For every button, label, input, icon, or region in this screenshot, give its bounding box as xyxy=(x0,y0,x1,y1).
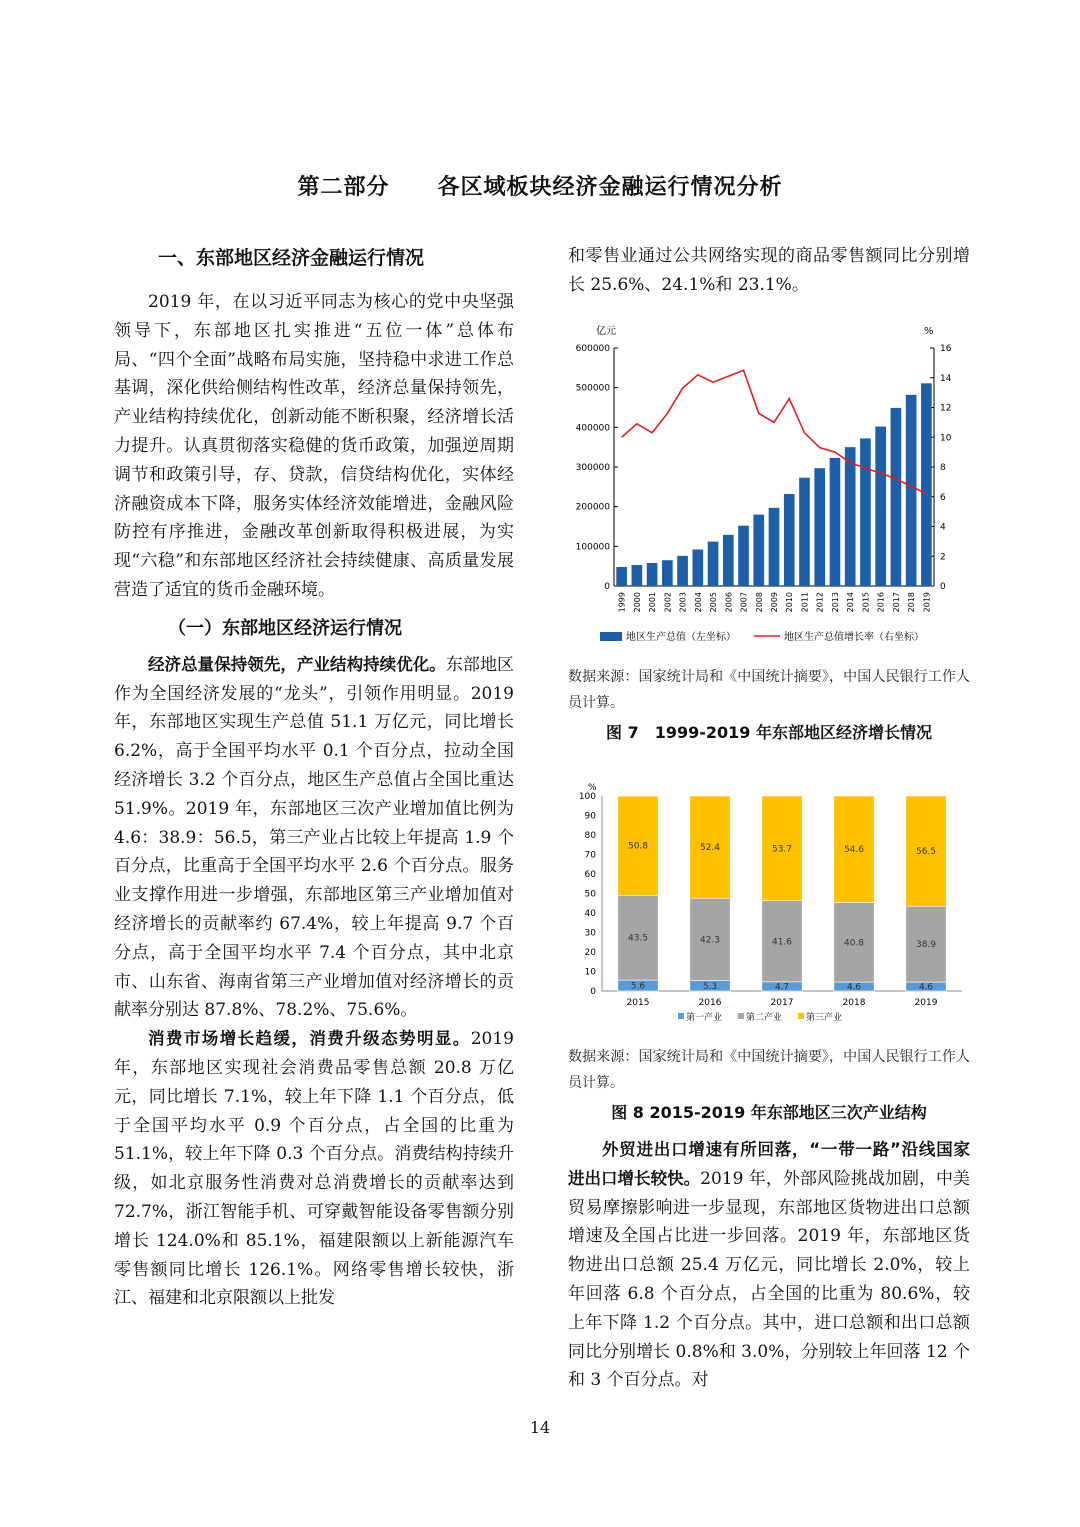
y-tick-label: 70 xyxy=(584,850,596,861)
x-tick-label: 2015 xyxy=(861,592,871,613)
gdp-bar xyxy=(906,395,917,586)
gdp-bar xyxy=(830,458,841,586)
gdp-bar xyxy=(891,408,902,586)
segment-label: 4.6 xyxy=(918,982,934,993)
x-tick-label: 2011 xyxy=(800,592,810,613)
right-tick-label: 12 xyxy=(940,403,952,414)
y-unit: % xyxy=(588,783,597,793)
paragraph-economy xyxy=(114,651,514,1025)
figure7-caption: 图 7 1999-2019 年东部地区经济增长情况 xyxy=(606,723,932,742)
paragraph-economy-text: 东部地区作为全国经济发展的“龙头”，引领作用明显。2019 年，东部地区实现生产总值 51.1 万亿元，同比增长 6.2%，高于全国平均水平 0.1 个百分点，拉动全国经济增长 3.2 个百分点，地区生产总值占全国比重达 51.9%。2019 年，东部地区三次产业增加值比例为 4.6：38.9：56.5，第三产业占比较上年提高 1.9 个百分点，比重高于全国平均水平 2.6 个百分点。服务业支撑作用进一步增强，东部地区第三产业增加值对经济增长的贡献率约 67.4%，较上年提高 9.7 个百分点，高于全国平均水平 7.4 个百分点，其中北京市、山东省、海南省第三产业增加值对经济增长的贡献率分别达 87.8%、78.2%、75.6%。 xyxy=(114,654,515,1021)
left-unit: 亿元 xyxy=(596,326,616,337)
x-tick-label: 2013 xyxy=(830,592,840,613)
gdp-bar xyxy=(769,508,780,586)
y-tick-label: 100 xyxy=(578,792,596,802)
segment-label: 50.8 xyxy=(627,841,649,852)
x-tick-label: 2016 xyxy=(876,592,886,613)
x-tick-label: 2010 xyxy=(785,592,795,613)
gdp-bar xyxy=(708,542,719,586)
paragraph-trade-text: 2019 年，外部风险挑战加剧，中美贸易摩擦影响进一步显现，东部地区货物进出口总额增速及全国占比进一步回落。2019 年，东部地区货物进出口总额 25.4 万亿元，同比增长 2.0%，较上年回落 6.8 个百分点，占全国的比重为 80.6%，较上年下降 1.2 个百分点。其中，进口总额和出口总额同比分别增长 0.8%和 3.0%，分别较上年回落 12 个和 3 个百分点。对 xyxy=(568,1168,970,1391)
x-tick-label: 2019 xyxy=(914,998,938,1008)
x-tick-label: 2006 xyxy=(724,592,734,613)
x-tick-label: 2019 xyxy=(922,592,932,613)
legend-label: 第三产业 xyxy=(806,1013,843,1023)
x-tick-label: 2012 xyxy=(815,592,825,613)
x-tick-label: 2015 xyxy=(626,998,650,1008)
segment-label: 40.8 xyxy=(843,938,865,949)
segment-label: 4.7 xyxy=(774,982,790,993)
gdp-bar xyxy=(692,550,703,586)
left-tick-label: 600000 xyxy=(575,344,610,354)
figure7-notes xyxy=(568,664,970,746)
gdp-bar xyxy=(845,447,856,586)
left-tick-label: 100000 xyxy=(575,542,610,553)
x-tick-label: 2018 xyxy=(907,592,917,613)
right-tick-label: 0 xyxy=(940,582,946,592)
gdp-growth-chart xyxy=(562,318,970,658)
legend-swatch xyxy=(678,1013,684,1019)
segment-label: 54.6 xyxy=(843,845,865,856)
legend-bar-label: 地区生产总值（左坐标） xyxy=(626,632,736,643)
paragraph-consumption-text: 2019 年，东部地区实现社会消费品零售总额 20.8 万亿元，同比增长 7.1%，较上年下降 1.1 个百分点，低于全国平均水平 0.9 个百分点，占全国的比重为 51.1%，较上年下降 0.3 个百分点。消费结构持续升级，如北京服务性消费对总消费增长的贡献率达到 72.7%，浙江智能手机、可穿戴智能设备零售额分别增长 124.0%和 85.1%，福建限额以上新能源汽车零售额同比增长 126.1%。网络零售增长较快，浙江、福建和北京限额以上批发 xyxy=(114,1029,514,1309)
paragraph-economy-lead: 经济总量保持领先，产业结构持续优化。 xyxy=(148,654,446,674)
right-tick-label: 6 xyxy=(940,492,946,503)
paragraph-consumption-lead: 消费市场增长趋缓，消费升级态势明显。 xyxy=(148,1029,471,1049)
segment-label: 5.3 xyxy=(702,981,718,992)
gdp-bar xyxy=(662,560,673,586)
legend-line-label: 地区生产总值增长率（右坐标） xyxy=(784,632,924,643)
gdp-bar xyxy=(784,494,795,586)
gdp-bar xyxy=(647,563,658,586)
legend-swatch xyxy=(738,1013,744,1019)
gdp-bar xyxy=(814,468,825,586)
segment-label: 4.6 xyxy=(846,982,862,993)
y-tick-label: 60 xyxy=(584,870,596,880)
y-tick-label: 10 xyxy=(584,967,596,978)
page-number: 14 xyxy=(529,1418,551,1437)
x-tick-label: 2005 xyxy=(709,592,719,613)
gdp-bar xyxy=(677,556,688,586)
page-title xyxy=(0,170,1080,201)
segment-label: 38.9 xyxy=(915,940,937,951)
legend-swatch xyxy=(798,1013,804,1019)
paragraph-trade-lead: 外贸进出口增速有所回落，“一带一路”沿线国家进出口增长较快。 xyxy=(568,1140,970,1188)
gdp-bar xyxy=(723,535,734,586)
x-tick-label: 1999 xyxy=(617,592,627,613)
left-tick-label: 200000 xyxy=(575,502,610,513)
x-tick-label: 2004 xyxy=(693,592,703,613)
gdp-bar xyxy=(632,565,643,586)
legend-label: 第二产业 xyxy=(746,1013,783,1023)
y-tick-label: 0 xyxy=(590,987,596,997)
x-tick-label: 2014 xyxy=(846,592,856,613)
right-tick-label: 4 xyxy=(940,522,946,533)
x-tick-label: 2002 xyxy=(663,592,673,613)
y-tick-label: 20 xyxy=(584,948,596,958)
left-tick-label: 0 xyxy=(604,582,610,592)
x-tick-label: 2000 xyxy=(632,592,642,613)
x-tick-label: 2017 xyxy=(770,998,794,1008)
gdp-bar xyxy=(860,438,871,586)
left-tick-label: 300000 xyxy=(575,463,610,473)
industry-structure-chart xyxy=(566,780,970,1028)
title-main: 各区域板块经济金融运行情况分析 xyxy=(437,175,783,200)
subsection-heading: （一）东部地区经济运行情况 xyxy=(168,617,402,639)
x-tick-label: 2003 xyxy=(678,592,688,613)
segment-label: 41.6 xyxy=(771,937,793,948)
figure8-source: 数据来源：国家统计局和《中国统计摘要》，中国人民银行工作人员计算。 xyxy=(568,1049,970,1091)
right-column-top xyxy=(568,242,970,300)
y-tick-label: 90 xyxy=(584,811,596,822)
x-tick-label: 2016 xyxy=(698,998,722,1008)
figure8-notes xyxy=(568,1044,970,1395)
intro-paragraph: 2019 年，在以习近平同志为核心的党中央坚强领导下，东部地区扎实推进“五位一体”总体布局、“四个全面”战略布局实施，坚持稳中求进工作总基调，深化供给侧结构性改革，经济总量保持领先，产业结构持续优化，创新动能不断积聚，经济增长活力提升。认真贯彻落实稳健的货币政策，加强逆周期调节和政策引导，存、贷款，信贷结构优化，实体经济融资成本下降，服务实体经济效能增进，金融风险防控有序推进，金融改革创新取得积极进展，为实现“六稳”和东部地区经济社会持续健康、高质量发展营造了适宜的货币金融环境。 xyxy=(114,292,514,600)
segment-label: 43.5 xyxy=(627,933,649,944)
gdp-bar xyxy=(799,478,810,586)
right-tick-label: 8 xyxy=(940,463,946,473)
right-tick-label: 14 xyxy=(940,373,952,384)
x-tick-label: 2017 xyxy=(891,592,901,613)
legend-bar-swatch xyxy=(600,632,622,641)
y-tick-label: 30 xyxy=(584,928,596,939)
x-tick-label: 2008 xyxy=(754,592,764,613)
segment-label: 52.4 xyxy=(699,843,721,854)
y-tick-label: 40 xyxy=(584,909,596,919)
paragraph-consumption xyxy=(114,1025,514,1313)
left-column xyxy=(114,240,514,1313)
title-part: 第二部分 xyxy=(297,175,390,200)
section-heading: 一、东部地区经济金融运行情况 xyxy=(158,247,425,269)
right-unit: % xyxy=(924,326,934,337)
segment-label: 56.5 xyxy=(915,847,937,858)
segment-label: 42.3 xyxy=(699,935,721,946)
left-tick-label: 500000 xyxy=(575,383,610,394)
y-tick-label: 80 xyxy=(584,831,596,841)
gdp-bar xyxy=(753,515,764,586)
x-tick-label: 2001 xyxy=(648,592,658,613)
right-tick-label: 2 xyxy=(940,552,946,563)
segment-label: 53.7 xyxy=(771,844,793,855)
legend-label: 第一产业 xyxy=(686,1013,723,1023)
gdp-bar xyxy=(738,526,749,586)
x-tick-label: 2007 xyxy=(739,592,749,613)
gdp-bar xyxy=(875,427,886,586)
figure7-source: 数据来源：国家统计局和《中国统计摘要》，中国人民银行工作人员计算。 xyxy=(568,669,970,711)
left-tick-label: 400000 xyxy=(575,423,610,434)
gdp-bar xyxy=(921,383,932,586)
x-tick-label: 2009 xyxy=(770,592,779,613)
y-tick-label: 50 xyxy=(584,889,596,900)
right-tick-label: 10 xyxy=(940,433,952,444)
figure8-caption: 图 8 2015-2019 年东部地区三次产业结构 xyxy=(611,1103,927,1122)
segment-label: 5.6 xyxy=(630,981,646,992)
paragraph-trade xyxy=(568,1136,970,1395)
gdp-bar xyxy=(616,567,627,586)
x-tick-label: 2018 xyxy=(842,998,866,1008)
right-tick-label: 16 xyxy=(940,344,952,354)
continued-paragraph: 和零售业通过公共网络实现的商品零售额同比分别增长 25.6%、24.1%和 23.1%。 xyxy=(568,246,970,295)
